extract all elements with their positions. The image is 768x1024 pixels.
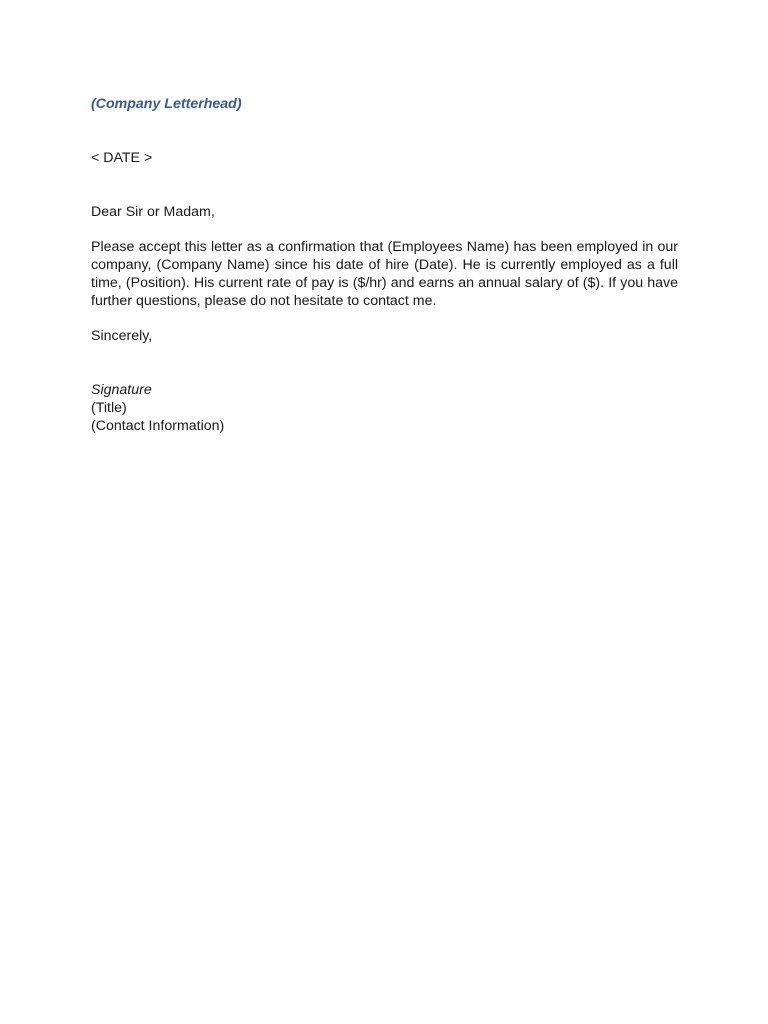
letter-body: Please accept this letter as a confirmation that (Employees Name) has been employed in our company, (Company Name) since his date of hire (Date). He is currently employed as a full time, (Position). His current rate of pay is ($/hr) and earns an annual salary of ($). If you have further questions, please do not hesitate to contact me. — [91, 239, 678, 309]
salutation: Dear Sir or Madam, — [91, 204, 215, 220]
letter-date: < DATE > — [91, 150, 153, 166]
letter-content — [91, 95, 678, 434]
signature: Signature — [91, 382, 152, 398]
company-letterhead: (Company Letterhead) — [91, 96, 242, 112]
signer-title: (Title) — [91, 400, 127, 416]
signer-contact-information: (Contact Information) — [91, 418, 225, 434]
closing: Sincerely, — [91, 328, 153, 344]
signature-block — [91, 381, 224, 435]
